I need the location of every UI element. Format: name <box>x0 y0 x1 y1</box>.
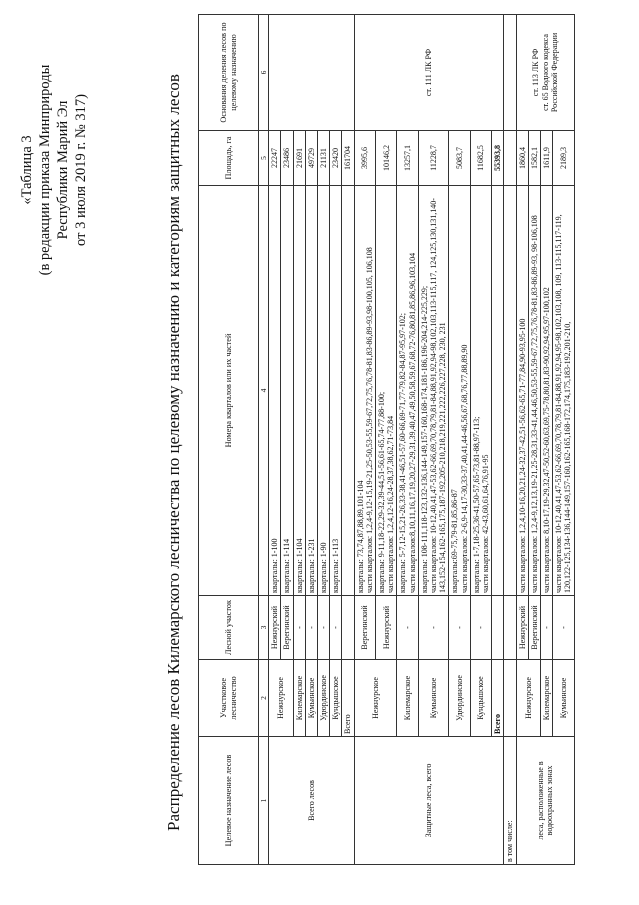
area-cell: 22247 <box>269 131 281 186</box>
header-line-1: «Таблица 3 <box>19 135 35 205</box>
header-line-4: от 3 июля 2019 г. № 317) <box>73 94 89 246</box>
document-title: Распределение лесов Килемарского лесничества по целевому назначению и категориям защитных лесов <box>164 74 183 831</box>
header-line-2: (в редакции приказа Минприроды <box>37 64 53 276</box>
area-cell: 23486 <box>281 131 293 186</box>
plot-cell: - <box>553 596 574 660</box>
quarters-cell: кварталы: 1-231 <box>305 186 317 596</box>
area-cell: 23420 <box>330 131 342 186</box>
plot-cell: - <box>541 596 553 660</box>
header-line-3: Республики Марий Эл <box>55 100 71 240</box>
plot-cell: - <box>305 596 317 660</box>
area-cell: 21691 <box>293 131 305 186</box>
quarters-cell: кварталы: 5-7,12-15,21-26,33-38,41-46,51-57,60-66,69-71,77-79,82-84,87-95,97-102; части кварталов:8,10,11,16,17,19,20,27-29,31,39,40,47,49,50,58,59,67,68,72-76,80,81,85,86,96,103,104 <box>397 186 418 596</box>
district-cell: Кундышское <box>470 660 491 737</box>
forest-distribution-table <box>198 14 575 865</box>
quarters-cell: части кварталов: 10-12,40,41,47-53,62-66,69,70,78,79,81-84,88,91,92,94,95-98,102,103,108, 109, 113-115,117-119, 120,122-125,134-136,144-149,157-160,162-165,168-172,174,175,183-192,201-210, <box>553 186 574 596</box>
plot-cell: Нежнурский <box>376 596 397 660</box>
empty-cell <box>342 596 354 660</box>
table-row <box>516 15 528 865</box>
district-cell: Килемарское <box>541 660 553 737</box>
area-cell: 5083,7 <box>449 131 470 186</box>
quarters-cell: кварталы: 1-90 <box>318 186 330 596</box>
plot-cell: Нежнурский <box>516 596 528 660</box>
col-header-district: Участковое лесничество <box>199 660 259 737</box>
col-number: 2 <box>259 660 269 737</box>
empty-cell <box>504 660 516 737</box>
col-number: 4 <box>259 186 269 596</box>
quarters-cell: части кварталов: 1,2,4-9,12,13,19-21,25-28,31,33-41,44,46,50,53-55,59-67,72,75,76,78-81,83-86,89-93, 98-106,108 <box>528 186 540 596</box>
table-row <box>354 15 375 865</box>
area-cell: 49729 <box>305 131 317 186</box>
area-cell: 11228,7 <box>418 131 449 186</box>
quarters-cell: кварталы: 1-104 <box>293 186 305 596</box>
plot-cell: Верегинский <box>528 596 540 660</box>
basis-cell: ст. 111 ЛК РФ <box>354 15 504 131</box>
quarters-cell: кварталы: 1-113 <box>330 186 342 596</box>
total-area: 161704 <box>342 131 354 186</box>
quarters-cell: части кварталов: 1,2,4,10-16,20,21,24-32,37-42,51-56,62-65,71-77,84,90-93,95-100 <box>516 186 528 596</box>
col-number: 6 <box>259 15 269 131</box>
area-cell: 10146,2 <box>376 131 397 186</box>
col-header-quarters: Номера кварталов или их частей <box>199 186 259 596</box>
total-area: 55393,8 <box>492 131 504 186</box>
water-zone-label: леса, расположенные в водоохранных зонах <box>516 737 574 865</box>
district-cell: Килемарское <box>397 660 418 737</box>
total-label: Всего <box>492 660 504 737</box>
including-row <box>504 15 516 865</box>
quarters-cell: части кварталов: 8,10-17,19-29,32,47-50,52-60,63,69,75-78,80,81,83-90,92,94,95,97-100,102 <box>541 186 553 596</box>
district-cell: Нежнурское <box>269 660 293 737</box>
col-header-area: Площадь, га <box>199 131 259 186</box>
plot-cell: - <box>470 596 491 660</box>
district-cell: Удюрдинское <box>449 660 470 737</box>
area-cell: 13257,1 <box>397 131 418 186</box>
all-forests-label: Всего лесов <box>269 737 354 865</box>
document-header <box>18 20 90 320</box>
district-cell: Кумьинское <box>553 660 574 737</box>
plot-cell: Нежнурский <box>269 596 281 660</box>
empty-cell <box>504 131 516 186</box>
area-cell: 1860,4 <box>516 131 528 186</box>
col-header-basis: Основания деления лесов по целевому назначению <box>199 15 259 131</box>
district-cell: Кумьинское <box>305 660 317 737</box>
col-header-purpose: Целевое назначение лесов <box>199 737 259 865</box>
plot-cell: - <box>449 596 470 660</box>
plot-cell: Верегинский <box>281 596 293 660</box>
empty-cell <box>504 596 516 660</box>
col-header-plot: Лесной участок <box>199 596 259 660</box>
area-cell: 2189,3 <box>553 131 574 186</box>
area-cell: 1582,1 <box>528 131 540 186</box>
col-number: 5 <box>259 131 269 186</box>
plot-cell: - <box>418 596 449 660</box>
basis-cell: ст. 113 ЛК РФ ст. 65 Водного кодекса Российской Федерации <box>516 15 574 131</box>
area-cell: 1611,9 <box>541 131 553 186</box>
district-cell: Килемарское <box>293 660 305 737</box>
plot-cell: - <box>330 596 342 660</box>
empty-cell <box>342 186 354 596</box>
column-number-row <box>259 15 269 865</box>
area-cell: 11682,5 <box>470 131 491 186</box>
basis-cell <box>269 15 354 131</box>
quarters-cell: кварталы: 1-100 <box>269 186 281 596</box>
district-cell: Удюрдинское <box>318 660 330 737</box>
district-cell: Кумьинское <box>418 660 449 737</box>
col-number: 1 <box>259 737 269 865</box>
quarters-cell: кварталы: 1-7,18-25,36-41,50-57,65-73,81-88,97-113; части кварталов: 42-43,60,61,64,76,91-95 <box>470 186 491 596</box>
empty-cell <box>504 186 516 596</box>
col-number: 3 <box>259 596 269 660</box>
empty-cell <box>492 596 504 660</box>
district-cell: Нежнурское <box>516 660 540 737</box>
protective-label: Защитные леса, всего <box>354 737 504 865</box>
plot-cell: Верегинский <box>354 596 375 660</box>
table-row <box>269 15 281 865</box>
plot-cell: - <box>293 596 305 660</box>
area-cell: 21131 <box>318 131 330 186</box>
empty-cell <box>492 186 504 596</box>
quarters-cell: кварталы:69-75,79-81,85,86-87 части кварталов: 2-6,9-14,17-30,33-37,40,41,44-46,56,67,68,76,77,88,89,90 <box>449 186 470 596</box>
plot-cell: - <box>397 596 418 660</box>
quarters-cell: кварталы: 73,74,87,88,89,101-104 части кварталов: 1,2,4-9,12-15,19-21,25-50,53-55,59-67,72,75,76,78-81,83-86,89-93,98-100,105, 106,108 <box>354 186 375 596</box>
area-cell: 3995,6 <box>354 131 375 186</box>
quarters-cell: кварталы: 108-111,118-123,132-136,144-149,157-160,168-174,181-186,196-204,214-225,229; части кварталов: 10-12,40,41,47-53,62-66,69,70,78,79,81-84,88,91,92,94-98,102,103,113-115,117, 124,125,130,131,140-143,152-154,162-165,175,187-192,205-210,218,219,221,222,226,227,228, 230, 231 <box>418 186 449 596</box>
quarters-cell: кварталы: 1-114 <box>281 186 293 596</box>
empty-cell <box>504 15 516 131</box>
quarters-cell: кварталы: 9-11,18-22,29-32,39-44,51-56,61-65,74-77,88-100; части кварталов: 1,2,4,12-16,24-28,37,38,62,71-73,84 <box>376 186 397 596</box>
district-cell: Кундышское <box>330 660 342 737</box>
district-cell: Нежнурское <box>354 660 397 737</box>
including-label: в том числе: <box>504 737 516 865</box>
plot-cell: - <box>318 596 330 660</box>
total-label: Всего <box>342 660 354 737</box>
